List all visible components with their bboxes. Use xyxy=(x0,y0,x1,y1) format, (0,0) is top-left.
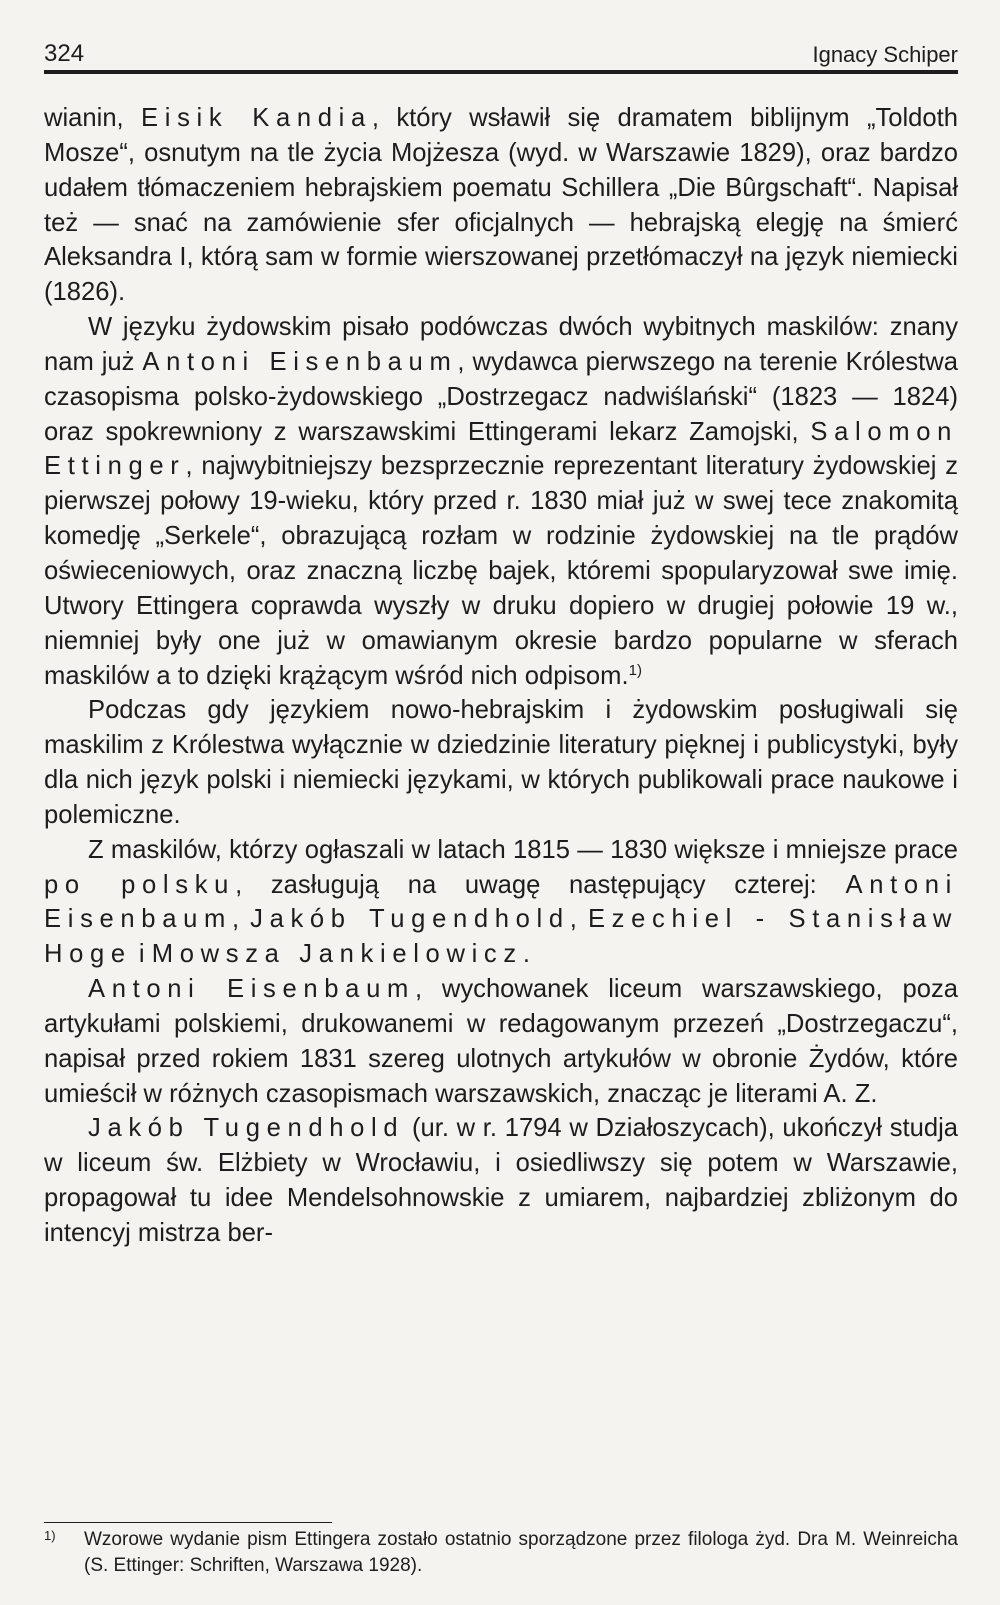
paragraph xyxy=(44,833,958,972)
paragraph xyxy=(44,693,958,832)
spaced-name: Antoni Eisenbaum xyxy=(142,347,458,376)
paragraph xyxy=(44,310,958,693)
text-run: , który wsławił się dramatem biblijnym „Toldoth Mosze“, osnutym na tle życia Mojżesza (wyd. w Warszawie 1829), oraz bardzo udałem tłómaczeniem hebrajskiem poematu Schillera „Die Bûrgschaft“. Napisał też — snać na zamówienie sfer oficjalnych — hebrajską elegję na śmierć Aleksandra I, którą sam w formie wierszowanej przetłómaczył na język niemiecki (1826). xyxy=(44,104,958,307)
spaced-name: Jakób Tugendhold xyxy=(88,1114,405,1143)
spaced-name: Jakób Tugendhold xyxy=(250,905,570,934)
text-run: , zasługują na uwagę następujący czterej: xyxy=(235,870,846,899)
text-run: , najwybitniejszy bezsprzecznie reprezentant literatury żydowskiej z pierwszej połowy 19-wieku, który przed r. 1830 miał już w swej tece znakomitą komedję „Serkele“, obrazującą rozłam w rodzinie żydowskiej na tle prądów oświeceniowych, oraz znaczną liczbę bajek, któremi spopularyzował swe imię. Utwory Ettingera coprawda wyszły w druku dopiero w drugiej połowie 19 w., niemniej były one już w omawianym okresie bardzo popularne w sferach maskilów a to dzięki krążącym wśród nich odpisom. xyxy=(44,452,958,690)
footnote xyxy=(44,1527,958,1579)
text-run: . xyxy=(522,940,530,969)
spaced-name: Antoni Eisenbaum xyxy=(44,870,958,934)
spaced-name: Antoni Eisenbaum xyxy=(88,975,415,1004)
running-title: Ignacy Schiper xyxy=(812,42,958,67)
main-text xyxy=(44,101,958,1251)
text-run: wianin, xyxy=(44,104,141,132)
paragraph xyxy=(44,972,958,1111)
text-run: Z maskilów, którzy ogłaszali w latach 1815 — 1830 większe i mniejsze prace xyxy=(88,835,958,864)
spaced-name: Mowsza Jankielowicz xyxy=(151,940,523,969)
text-run: (ur. w r. 1794 w Działoszycach), ukończył studja w liceum św. Elżbiety w Wrocławiu, i osiedliwszy się potem w Warszawie, propagował tu idee Mendelsohnowskie z umiarem, najbardziej zbliżonym do intencyj mistrza ber- xyxy=(44,1114,958,1247)
spaced-name: Salomon Ettinger xyxy=(44,417,958,481)
paragraph xyxy=(44,101,958,310)
footnote-ref: 1) xyxy=(628,661,642,679)
spaced-name: po polsku xyxy=(44,870,236,899)
text-run: i xyxy=(131,940,152,969)
text-run: , xyxy=(569,905,588,934)
text-run: , wydawca pierwszego na terenie Królestwa czasopisma polsko-żydowskiego „Dostrzegacz nadwiślański“ (1823 — 1824) oraz spokrewniony z warszawskimi Ettingerami lekarz Zamojski, xyxy=(44,347,958,446)
text-run: W języku żydowskim pisało podówczas dwóch wybitnych maskilów: znany nam już xyxy=(44,313,958,376)
text-run: , wychowanek liceum warszawskiego, poza artykułami polskiemi, drukowanemi w redagowanym przezeń „Dostrzegaczu“, napisał przed rokiem 1831 szereg ulotnych artykułów w obronie Żydów, które umieścił w różnych czasopismach warszawskich, znacząc je literami A. Z. xyxy=(44,975,958,1108)
spaced-name: Ezechiel - Stanisław Hoge xyxy=(44,905,958,969)
page-number: 324 xyxy=(44,40,85,67)
paragraph xyxy=(44,1111,958,1250)
page-header xyxy=(44,40,958,70)
footnote-mark: 1) xyxy=(44,1528,56,1543)
footnote-rule xyxy=(44,1522,332,1523)
footnote-text: Wzorowe wydanie pism Ettingera zostało ostatnio sporządzone przez filologa żyd. Dra M. Weinreicha (S. Ettinger: Schriften, Warszawa 1928). xyxy=(84,1529,958,1576)
text-run: , xyxy=(231,905,251,934)
header-rule xyxy=(44,70,958,74)
spaced-name: Eisik Kandia xyxy=(141,104,372,132)
text-run: Podczas gdy językiem nowo-hebrajskim i żydowskim posługiwali się maskilim z Królestwa wyłącznie w dziedzinie literatury pięknej i publicystyki, były dla nich język polski i niemiecki językami, w których publikowali prace naukowe i polemiczne. xyxy=(44,696,958,829)
